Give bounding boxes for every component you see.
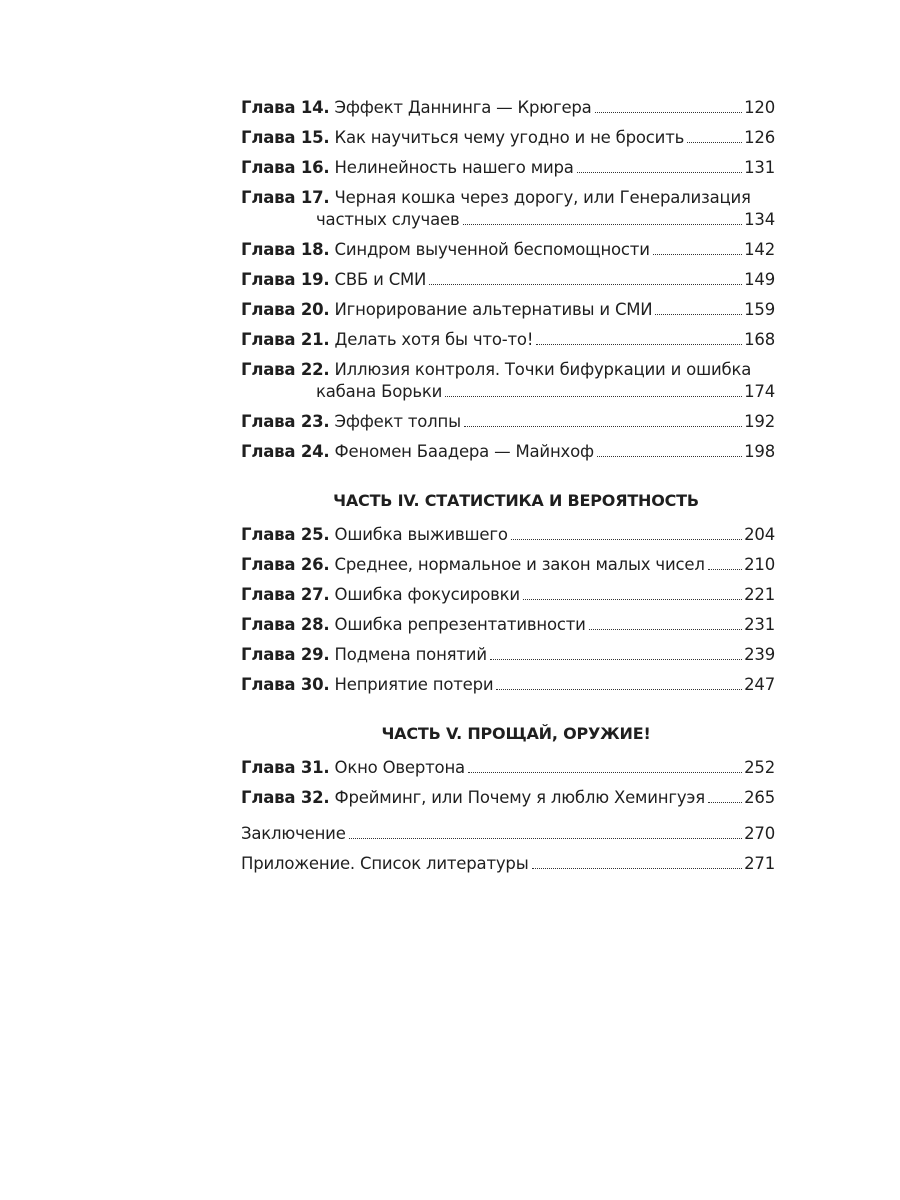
page-number: 252 [744, 758, 775, 777]
dot-leader [468, 772, 742, 773]
toc-entry-chapter-22 [241, 359, 775, 403]
chapter-title: Иллюзия контроля. Точки бифуркации и ошибка [334, 360, 752, 379]
toc-entry-bibliography [241, 853, 775, 875]
chapter-title: Ошибка выжившего [334, 525, 508, 544]
page-number: 204 [744, 525, 775, 544]
chapter-title-continued: частных случаев [316, 210, 460, 229]
dot-leader [577, 172, 742, 173]
toc-entry-chapter-21 [241, 329, 775, 351]
chapter-title: Среднее, нормальное и закон малых чисел [334, 555, 705, 574]
toc-entry-chapter-24 [241, 441, 775, 463]
dot-leader [429, 284, 742, 285]
dot-leader [597, 456, 742, 457]
chapter-title: Ошибка репрезентативности [334, 615, 586, 634]
toc-entry-chapter-31 [241, 757, 775, 779]
dot-leader [496, 689, 742, 690]
toc-entry-chapter-28 [241, 614, 775, 636]
toc-entry-conclusion [241, 823, 775, 845]
chapter-title: Ошибка фокусировки [334, 585, 520, 604]
toc-entry-chapter-23 [241, 411, 775, 433]
page-number: 149 [744, 270, 775, 289]
page-number: 265 [744, 788, 775, 807]
page-number: 192 [744, 412, 775, 431]
dot-leader [445, 396, 742, 397]
page-number: 120 [744, 98, 775, 117]
toc-entry-chapter-19 [241, 269, 775, 291]
toc-entry-chapter-20 [241, 299, 775, 321]
toc-entry-chapter-15 [241, 127, 775, 149]
dot-leader [595, 112, 743, 113]
page-number: 174 [744, 382, 775, 401]
dot-leader [708, 569, 742, 570]
toc-entry-chapter-27 [241, 584, 775, 606]
chapter-label: Глава 24. [241, 442, 330, 461]
dot-leader [523, 599, 742, 600]
chapter-label: Глава 18. [241, 240, 330, 259]
chapter-title: СВБ и СМИ [334, 270, 427, 289]
page-number: 210 [744, 555, 775, 574]
chapter-title: Неприятие потери [334, 675, 494, 694]
part-iv-heading: ЧАСТЬ IV. СТАТИСТИКА И ВЕРОЯТНОСТЬ [333, 491, 699, 510]
dot-leader [490, 659, 742, 660]
chapter-label: Глава 26. [241, 555, 330, 574]
chapter-title: Феномен Баадера — Майнхоф [334, 442, 594, 461]
chapter-label: Глава 28. [241, 615, 330, 634]
dot-leader [532, 868, 743, 869]
toc-entry-chapter-29 [241, 644, 775, 666]
dot-leader [463, 224, 743, 225]
dot-leader [653, 254, 742, 255]
dot-leader [655, 314, 742, 315]
toc-entry-chapter-26 [241, 554, 775, 576]
chapter-label: Глава 21. [241, 330, 330, 349]
page-number: 168 [744, 330, 775, 349]
dot-leader [589, 629, 742, 630]
dot-leader [708, 802, 742, 803]
page-number: 159 [744, 300, 775, 319]
toc-entry-chapter-17 [241, 187, 775, 231]
chapter-label: Глава 14. [241, 98, 330, 117]
chapter-title: Как научиться чему угодно и не бросить [334, 128, 685, 147]
toc-entry-chapter-16 [241, 157, 775, 179]
chapter-title: Игнорирование альтернативы и СМИ [334, 300, 653, 319]
page-number: 198 [744, 442, 775, 461]
page-number: 247 [744, 675, 775, 694]
chapter-title: Синдром выученной беспомощности [334, 240, 650, 259]
section-title: Заключение [241, 824, 346, 843]
page-number: 142 [744, 240, 775, 259]
page-number: 271 [744, 854, 775, 873]
chapter-label: Глава 20. [241, 300, 330, 319]
chapter-label: Глава 25. [241, 525, 330, 544]
chapter-title-continued: кабана Борьки [316, 382, 443, 401]
chapter-title: Делать хотя бы что-то! [334, 330, 534, 349]
chapter-label: Глава 22. [241, 360, 330, 379]
chapter-title: Эффект толпы [334, 412, 461, 431]
page-number: 126 [744, 128, 775, 147]
chapter-title: Нелинейность нашего мира [334, 158, 574, 177]
toc-entry-chapter-25 [241, 524, 775, 546]
page-number: 131 [744, 158, 775, 177]
page-number: 239 [744, 645, 775, 664]
toc-entry-chapter-18 [241, 239, 775, 261]
chapter-label: Глава 32. [241, 788, 330, 807]
chapter-label: Глава 15. [241, 128, 330, 147]
chapter-title: Эффект Даннинга — Крюгера [334, 98, 592, 117]
chapter-title: Окно Овертона [334, 758, 465, 777]
page-number: 134 [744, 210, 775, 229]
dot-leader [511, 539, 742, 540]
chapter-label: Глава 31. [241, 758, 330, 777]
page-number: 221 [744, 585, 775, 604]
dot-leader [464, 426, 742, 427]
chapter-label: Глава 27. [241, 585, 330, 604]
toc-entry-chapter-30 [241, 674, 775, 696]
chapter-title: Черная кошка через дорогу, или Генерализация [334, 188, 751, 207]
table-of-contents [241, 97, 775, 883]
chapter-title: Фрейминг, или Почему я люблю Хемингуэя [334, 788, 705, 807]
chapter-title: Подмена понятий [334, 645, 487, 664]
chapter-label: Глава 29. [241, 645, 330, 664]
part-v-heading: ЧАСТЬ V. ПРОЩАЙ, ОРУЖИЕ! [381, 724, 651, 743]
page-number: 231 [744, 615, 775, 634]
chapter-label: Глава 16. [241, 158, 330, 177]
dot-leader [536, 344, 742, 345]
chapter-label: Глава 23. [241, 412, 330, 431]
toc-entry-chapter-14 [241, 97, 775, 119]
toc-entry-chapter-32 [241, 787, 775, 809]
dot-leader [349, 838, 742, 839]
dot-leader [687, 142, 742, 143]
section-title: Приложение. Список литературы [241, 854, 529, 873]
chapter-label: Глава 30. [241, 675, 330, 694]
chapter-label: Глава 19. [241, 270, 330, 289]
page-number: 270 [744, 824, 775, 843]
chapter-label: Глава 17. [241, 188, 330, 207]
